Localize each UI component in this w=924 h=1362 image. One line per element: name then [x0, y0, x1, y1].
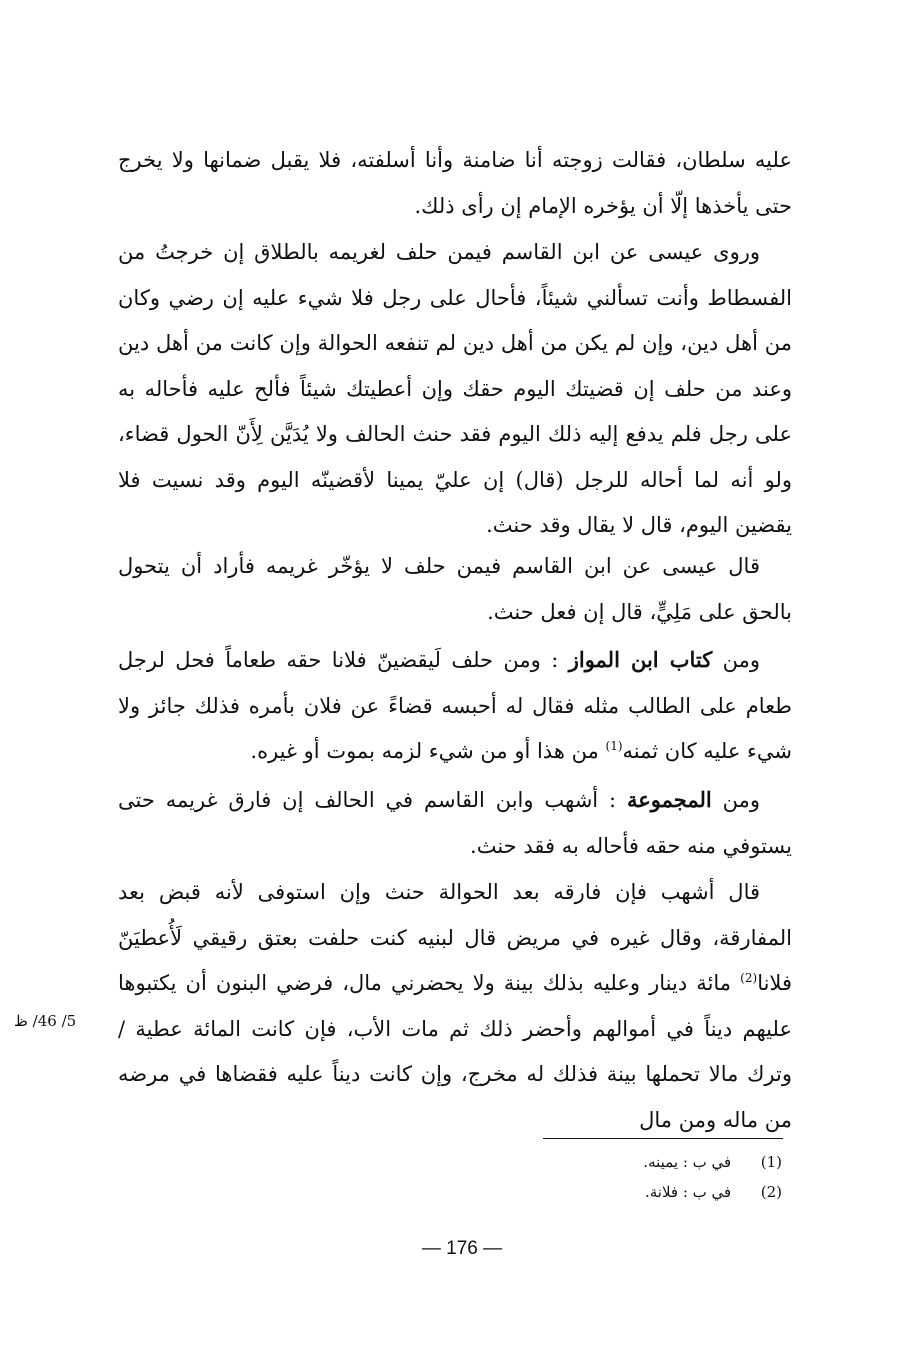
footnote-number: (2) [760, 1183, 782, 1201]
paragraph-body: : أشهب وابن القاسم في الحالف إن فارق غريمه حتى يستوفي منه حقه فأحاله به فقد حنث. [118, 788, 792, 858]
page-number: — 176 — [421, 1238, 503, 1259]
paragraph-body: : ومن حلف لَيقضينّ فلانا حقه طعاماً فحل لرجل طعام على الطالب مثله فقال له أحبسه قضاءً عن فلان بأمره فذلك جائز ولا شيء عليه كان ثمنه [118, 648, 792, 763]
footnote-ref-1: (1) [605, 739, 623, 753]
footnote-text: في ب : فلانة. [644, 1183, 732, 1201]
paragraph-text: عليه سلطان، فقالت زوجته أنا ضامنة وأنا أسلفته، فلا يقبل ضمانها ولا يخرج حتى يأخذها إلّا أن يؤخره الإمام إن رأى ذلك. [118, 148, 792, 218]
paragraph-lead: ومن [712, 648, 760, 672]
paragraph-text [118, 777, 792, 869]
footnote-ref-2: (2) [740, 971, 758, 985]
footnote-text: في ب : يمينه. [643, 1153, 732, 1171]
paragraph-text: قال عيسى عن ابن القاسم فيمن حلف لا يؤخّر غريمه فأراد أن يتحول بالحق على مَلِيٍّ، قال إن فعل حنث. [118, 554, 792, 624]
paragraph-text [118, 870, 792, 1143]
paragraph-4 [118, 637, 792, 775]
manuscript-folio-note: 5/ 46/ ظ [14, 1012, 77, 1030]
footnote-1 [482, 1152, 782, 1172]
paragraph-body: قال أشهب فإن فارقه بعد الحوالة حنث وإن استوفى لأنه قبض بعد المفارقة، وقال غيره في مريض قال لبنيه كنت حلفت بعتق رقيقي لَأُعطيَنّ فلانا [118, 880, 792, 995]
paragraph-body: من هذا أو من شيء لزمه بموت أو غيره. [250, 739, 606, 763]
paragraph-5 [118, 777, 792, 869]
paragraph-lead: ومن [711, 788, 760, 812]
paragraph-6 [118, 870, 792, 1143]
source-title: المجموعة [627, 787, 712, 812]
paragraph-text [118, 637, 792, 775]
paragraph-body: مائة دينار وعليه بذلك بينة ولا يحضرني مال، فرضي البنون أن يكتبوها عليهم ديناً في أموالهم وأحضر ذلك ثم مات الأب، فإن كانت المائة عطية / وترك مالا تحملها بينة فذلك له مخرج، وإن كانت ديناً عليه فقضاها في مرضه من ماله ومن مال [118, 971, 792, 1132]
paragraph-2 [118, 230, 792, 549]
paragraph-1 [118, 138, 792, 229]
paragraph-3 [118, 544, 792, 635]
paragraph-text: وروى عيسى عن ابن القاسم فيمن حلف لغريمه بالطلاق إن خرجتُ من الفسطاط وأنت تسألني شيئاً، فأحال على رجل فلا شيء عليه إن رضي وكان من أهل دين، وإن لم يكن من أهل دين لم تنفعه الحوالة وإن كانت من أهل دين وعند من حلف إن قضيتك اليوم حقك وإن أعطيتك شيئاً فألح عليه فأحاله به على رجل فلم يدفع إليه ذلك اليوم فقد حنث الحالف ولا يُدَيَّن لِأَنّ الحول قضاء، ولو أنه لما أحاله للرجل (قال) إن عليّ يمينا لأقضينّه اليوم وقد نسيت فلا يقضين اليوم، قال لا يقال وقد حنث. [118, 240, 792, 537]
source-title: كتاب ابن المواز [568, 647, 713, 672]
footnote-number: (1) [760, 1153, 782, 1171]
footnote-2 [482, 1182, 782, 1202]
footnote-divider [543, 1138, 783, 1139]
